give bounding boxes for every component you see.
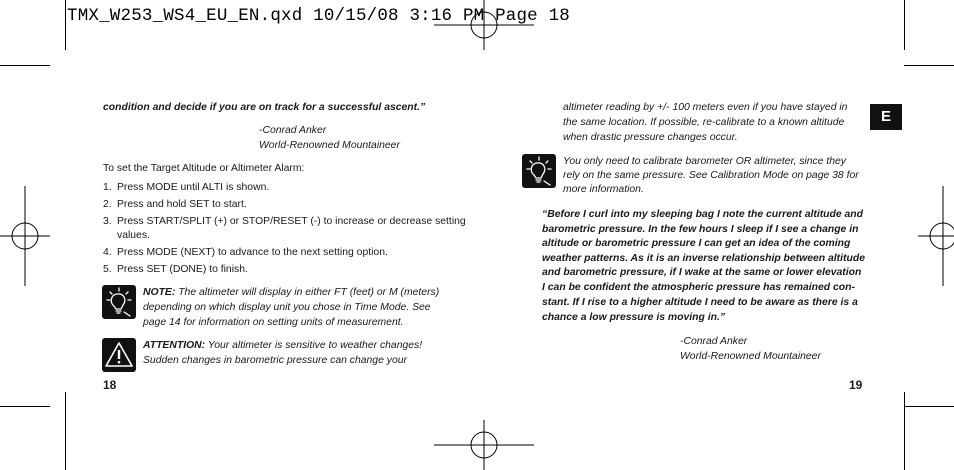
quote-author-title: World-Renowned Mountaineer [680,351,821,362]
warning-triangle-icon [102,338,136,372]
file-slug-line: TMX_W253_WS4_EU_EN.qxd 10/15/08 3:16 PM Page 18 [67,6,570,26]
quote-line: stant. If I rise to a higher altitude I need to be aware as there is a [542,297,858,308]
tip-text: rely on the same pressure. See Calibration Mode on page 38 for [563,170,859,181]
step-text: Press MODE (NEXT) to advance to the next setting option. [117,247,388,258]
quote-line: and barometric pressure, if I wake at the same or lower elevation [542,267,862,278]
step-text: Press START/SPLIT (+) or STOP/RESET (-) to increase or decrease setting [117,216,466,227]
quote-author: -Conrad Anker [259,125,327,136]
quote-line: I can be confident the atmospheric pressure has remained con- [542,282,855,293]
page-number-left: 18 [103,378,117,392]
attention-label: ATTENTION: [143,340,206,351]
quote-line: altitude or barometric pressure I can get an idea of the coming [542,238,851,249]
quote-author-title: World-Renowned Mountaineer [259,140,400,151]
paragraph-line: when drastic pressure changes occur. [563,132,738,143]
step-number: 4. [103,247,112,258]
note-text: depending on which display unit you chose in Time Mode. See [143,302,431,313]
step-number: 2. [103,199,112,210]
note-label: NOTE: [143,287,176,298]
note-text: page 14 for information on setting units of measurement. [143,317,404,328]
quote-author: -Conrad Anker [680,336,748,347]
lightbulb-icon [102,285,136,319]
language-tab: E [870,104,902,130]
quote-line: “Before I curl into my sleeping bag I note the current altitude and [542,209,863,220]
step-text: Press and hold SET to start. [117,199,247,210]
step-text-continued: values. [117,230,150,241]
step-number: 3. [103,216,112,227]
tip-text: You only need to calibrate barometer OR altimeter, since they [563,156,847,167]
step-number: 1. [103,182,112,193]
step-number: 5. [103,264,112,275]
instructions-intro: To set the Target Altitude or Altimeter Alarm: [103,163,305,174]
step-text: Press MODE until ALTI is shown. [117,182,270,193]
paragraph-line: altimeter reading by +/- 100 meters even if you have stayed in [563,102,848,113]
quote-line: chance a low pressure is moving in.” [542,312,726,323]
attention-text: Sudden changes in barometric pressure can change your [143,355,407,366]
quote-line: barometric pressure. In the few hours I sleep if I see a change in [542,224,859,235]
page-number-right: 19 [849,378,863,392]
paragraph-line: the same location. If possible, re-calibrate to a known altitude [563,117,845,128]
attention-text: Your altimeter is sensitive to weather changes! [205,340,423,351]
note-text: The altimeter will display in either FT (feet) or M (meters) [175,287,440,298]
tip-text: more information. [563,184,644,195]
quote-line: weather patterns. As it is an inverse relationship between altitude [542,253,865,264]
step-text: Press SET (DONE) to finish. [117,264,248,275]
lightbulb-icon [522,154,556,188]
quote-ending: condition and decide if you are on track for a successful ascent.” [103,102,426,113]
